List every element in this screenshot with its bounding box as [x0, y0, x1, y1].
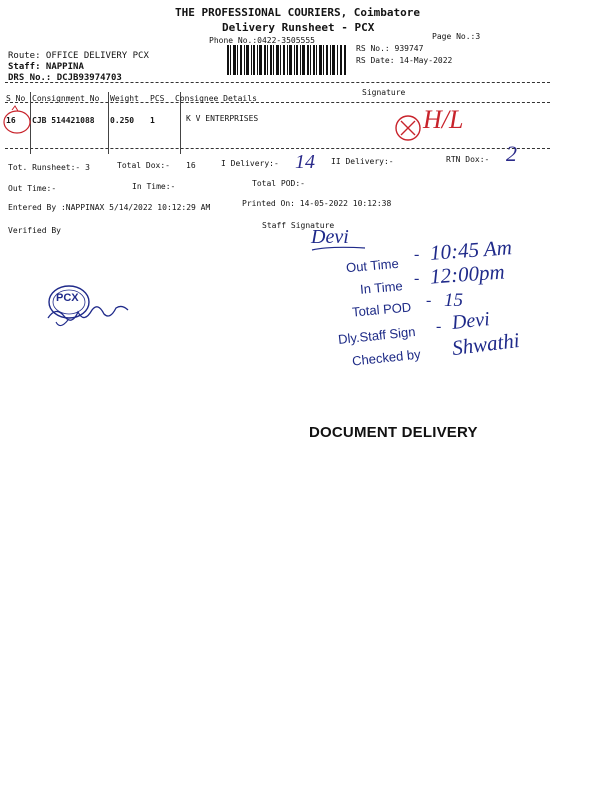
row-consignment: CJB 514421088	[32, 116, 95, 125]
total-dox-value: 16	[186, 161, 196, 170]
divider	[5, 82, 550, 83]
stamp-dash: -	[414, 270, 420, 287]
column-divider	[108, 92, 109, 154]
total-dox-label: Total Dox:-	[117, 161, 170, 170]
col-header-signature: Signature	[362, 88, 406, 97]
row-weight: 0.250	[110, 116, 135, 125]
printed-on: Printed On: 14-05-2022 10:12:38	[242, 199, 392, 208]
i-delivery-label: I Delivery:-	[221, 159, 279, 168]
stamp-in-time-label: In Time	[359, 278, 404, 297]
stamp-total-pod-label: Total POD	[351, 299, 412, 320]
route: Route: OFFICE DELIVERY PCX	[8, 51, 149, 61]
row-sno: 16	[6, 116, 16, 125]
stamp-out-time-label: Out Time	[345, 255, 400, 276]
row-pcs: 1	[150, 116, 155, 125]
stamp-checked-by-value: Shwathi	[450, 327, 521, 361]
stamp-dash: -	[436, 318, 442, 335]
row-signature: H/L	[423, 105, 464, 134]
staff-signature-hand: Devi	[311, 226, 349, 248]
barcode	[227, 45, 347, 75]
pcx-seal-text: PCX	[56, 292, 79, 304]
col-header-consignment: Consignment No	[32, 94, 100, 103]
drs-number: DRS No.: DCJB93974703	[8, 73, 122, 83]
ii-delivery-label: II Delivery:-	[331, 157, 394, 166]
rtn-dox-hand: 2	[506, 141, 517, 166]
stamp-dash: -	[414, 246, 420, 263]
stamp-dly-staff-value: Devi	[450, 308, 491, 334]
stamp-checked-by-label: Checked by	[351, 346, 422, 369]
col-header-pcs: PCS	[150, 94, 165, 103]
signature-underline	[310, 244, 370, 254]
page-number: Page No.:3	[432, 32, 481, 41]
staff-signature-label: Staff Signature	[262, 221, 335, 230]
document-delivery-title: DOCUMENT DELIVERY	[309, 424, 478, 441]
entered-by: Entered By :NAPPINAX 5/14/2022 10:12:29 AM	[8, 203, 211, 212]
seal-scribble	[42, 292, 132, 332]
i-delivery-hand: 14	[295, 151, 315, 173]
rs-number: RS No.: 939747	[356, 44, 424, 53]
red-circle-mark	[0, 104, 40, 144]
verified-by-label: Verified By	[8, 226, 61, 235]
col-header-consignee: Consignee Details	[175, 94, 257, 103]
row-consignee: K V ENTERPRISES	[186, 114, 259, 123]
col-header-weight: Weight	[110, 94, 139, 103]
tot-runsheet: Tot. Runsheet:- 3	[8, 163, 90, 172]
staff-name: Staff: NAPPINA	[8, 62, 84, 72]
in-time-label: In Time:-	[132, 182, 176, 191]
col-header-sno: S No	[6, 94, 26, 103]
out-time-label: Out Time:-	[8, 184, 57, 193]
phone-number: Phone No.:0422-3505555	[209, 36, 315, 45]
rtn-dox-label: RTN Dox:-	[446, 155, 490, 164]
company-name: THE PROFESSIONAL COURIERS, Coimbatore	[175, 6, 421, 19]
total-pod-label: Total POD:-	[252, 179, 305, 188]
stamp-dly-staff-label: Dly.Staff Sign	[337, 323, 417, 348]
runsheet-title: Delivery Runsheet - PCX	[222, 21, 375, 34]
stamp-dash: -	[426, 292, 432, 309]
stamp-out-time-value: 10:45 Am	[429, 235, 513, 265]
rs-date: RS Date: 14-May-2022	[356, 56, 453, 65]
stamp-total-pod-value: 15	[444, 290, 463, 311]
stamp-in-time-value: 12:00pm	[429, 259, 506, 289]
